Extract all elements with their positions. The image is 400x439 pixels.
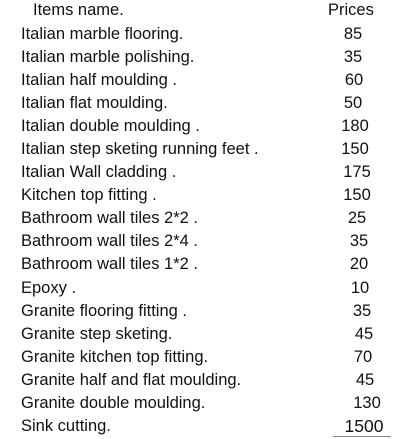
item-price: 60 bbox=[344, 70, 364, 89]
list-item bbox=[0, 277, 400, 300]
list-item bbox=[0, 323, 400, 346]
item-price: 45 bbox=[355, 370, 375, 389]
item-name: Epoxy . bbox=[21, 278, 77, 297]
item-name: Italian half moulding . bbox=[21, 70, 177, 89]
item-name: Kitchen top fitting . bbox=[21, 186, 157, 205]
item-price: 1500 bbox=[344, 416, 384, 437]
list-item bbox=[0, 346, 400, 369]
item-name: Granite double moulding. bbox=[21, 394, 206, 412]
list-item bbox=[0, 253, 400, 276]
list-item bbox=[0, 184, 400, 207]
list-item bbox=[0, 115, 400, 138]
item-price: 25 bbox=[347, 209, 367, 228]
list-item bbox=[0, 369, 400, 392]
item-name: Bathroom wall tiles 2*4 . bbox=[21, 232, 198, 251]
item-name: Granite half and flat moulding. bbox=[21, 370, 242, 389]
item-price: 150 bbox=[343, 186, 371, 205]
item-price: 150 bbox=[341, 139, 369, 158]
list-item bbox=[0, 161, 400, 184]
item-price: 35 bbox=[349, 232, 369, 251]
list-item bbox=[0, 300, 400, 323]
list-item bbox=[0, 69, 400, 92]
price-list bbox=[0, 23, 400, 439]
final-price-underline bbox=[333, 436, 391, 437]
item-name: Granite flooring fitting . bbox=[21, 301, 187, 320]
list-item bbox=[0, 415, 400, 438]
item-name: Bathroom wall tiles 2*2 . bbox=[21, 209, 198, 228]
list-item bbox=[0, 92, 400, 115]
item-price: 130 bbox=[353, 394, 381, 412]
item-name: Sink cutting. bbox=[21, 417, 111, 436]
item-price: 45 bbox=[354, 324, 374, 343]
list-item bbox=[0, 138, 400, 161]
item-name: Italian step sketing running feet . bbox=[21, 139, 259, 158]
item-price: 20 bbox=[349, 255, 369, 274]
item-price: 175 bbox=[343, 163, 371, 182]
item-name: Italian Wall cladding . bbox=[21, 163, 177, 182]
list-item bbox=[0, 46, 400, 69]
item-price: 50 bbox=[343, 93, 363, 112]
item-price: 35 bbox=[352, 301, 372, 320]
item-price: 85 bbox=[343, 24, 363, 43]
item-name: Bathroom wall tiles 1*2 . bbox=[21, 255, 198, 274]
item-name: Italian double moulding . bbox=[21, 116, 200, 135]
list-item bbox=[0, 207, 400, 230]
items-name-header: Items name. bbox=[33, 1, 124, 19]
item-name: Italian marble polishing. bbox=[21, 47, 195, 66]
list-item bbox=[0, 392, 400, 415]
item-price: 180 bbox=[341, 116, 369, 135]
item-name: Italian marble flooring. bbox=[21, 24, 184, 43]
item-name: Italian flat moulding. bbox=[21, 93, 168, 112]
item-price: 35 bbox=[343, 47, 363, 66]
item-price: 10 bbox=[350, 278, 370, 297]
item-name: Granite kitchen top fitting. bbox=[21, 347, 209, 366]
prices-header: Prices bbox=[328, 1, 374, 19]
item-price: 70 bbox=[353, 347, 373, 366]
item-name: Granite step sketing. bbox=[21, 324, 173, 343]
list-item bbox=[0, 23, 400, 46]
list-item bbox=[0, 230, 400, 253]
